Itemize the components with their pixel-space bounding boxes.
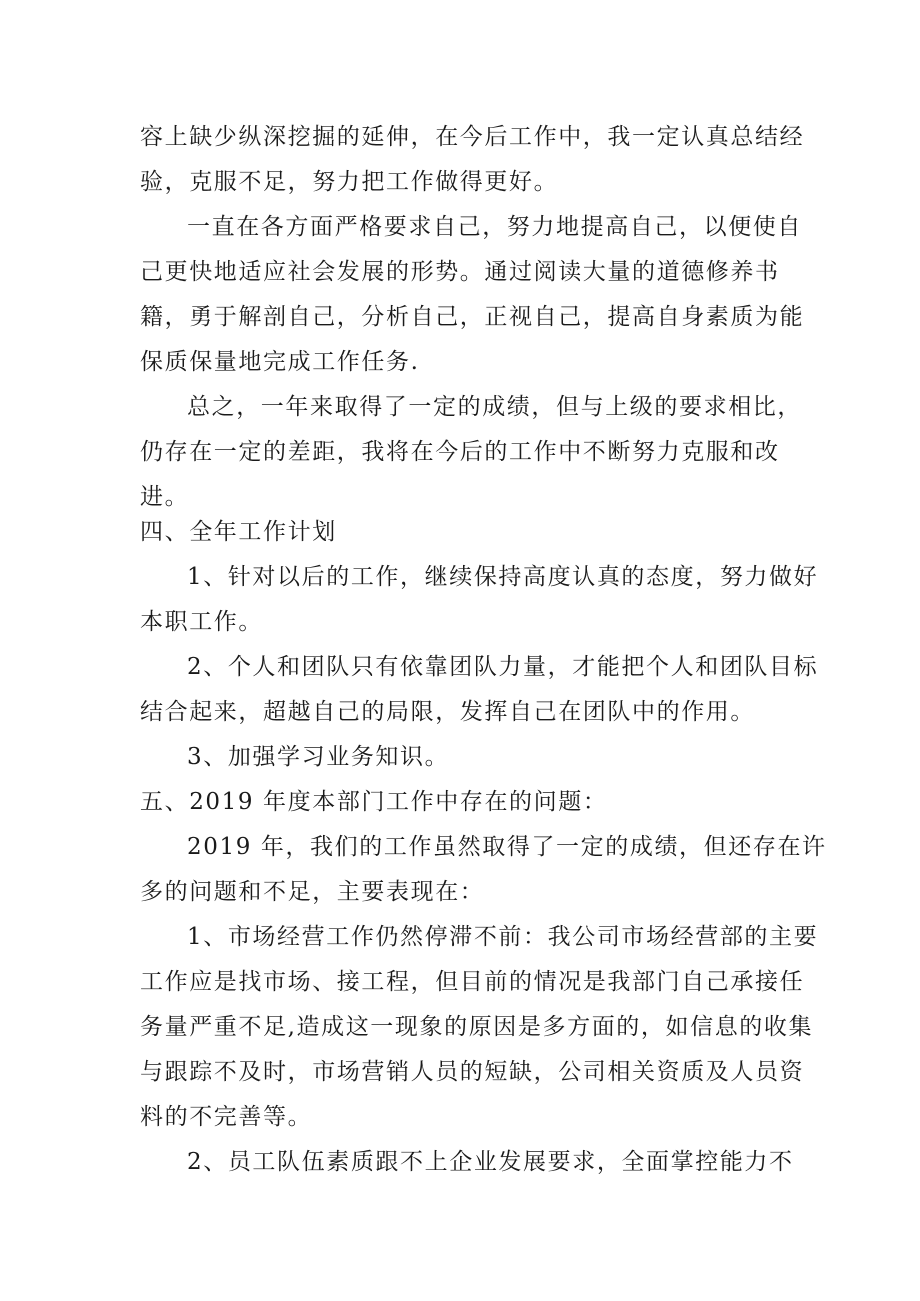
- text-line: 2、员工队伍素质跟不上企业发展要求，全面掌控能力不: [187, 1149, 794, 1175]
- text-line: 一直在各方面严格要求自己，努力地提高自己，以便使自: [187, 214, 802, 240]
- text-line: 结合起来，超越自己的局限，发挥自己在团队中的作用。: [140, 699, 755, 725]
- text-line: 籍，勇于解剖自己，分析自己，正视自己，提高自身素质为能: [140, 304, 805, 330]
- text-line: 料的不完善等。: [140, 1104, 313, 1130]
- text-line: 己更快地适应社会发展的形势。通过阅读大量的道德修养书: [140, 259, 780, 285]
- text-line: 1、针对以后的工作，继续保持高度认真的态度，努力做好: [187, 564, 819, 590]
- text-line: 2019 年，我们的工作虽然取得了一定的成绩，但还存在许: [187, 834, 827, 860]
- text-line: 总之，一年来取得了一定的成绩，但与上级的要求相比，: [187, 394, 802, 420]
- text-line: 容上缺少纵深挖掘的延伸，在今后工作中，我一定认真总结经: [140, 124, 805, 150]
- text-line: 本职工作。: [140, 609, 263, 635]
- text-line: 保质保量地完成工作任务.: [140, 349, 420, 375]
- text-line: 工作应是找市场、接工程，但目前的情况是我部门自己承接任: [140, 969, 805, 995]
- text-line: 3、加强学习业务知识。: [187, 744, 450, 770]
- section-heading: 五、2019 年度本部门工作中存在的问题：: [140, 789, 608, 815]
- text-line: 务量严重不足,造成这一现象的原因是多方面的，如信息的收集: [140, 1014, 814, 1040]
- text-line: 多的问题和不足，主要表现在：: [140, 879, 485, 905]
- section-heading: 四、全年工作计划: [140, 519, 337, 545]
- text-line: 仍存在一定的差距，我将在今后的工作中不断努力克服和改: [140, 439, 780, 465]
- text-line: 1、市场经营工作仍然停滞不前：我公司市场经营部的主要: [187, 924, 819, 950]
- text-line: 进。: [140, 484, 190, 510]
- text-line: 验，克服不足，努力把工作做得更好。: [140, 169, 559, 195]
- text-line: 与跟踪不及时，市场营销人员的短缺，公司相关资质及人员资: [140, 1059, 805, 1085]
- text-line: 2、个人和团队只有依靠团队力量，才能把个人和团队目标: [187, 654, 819, 680]
